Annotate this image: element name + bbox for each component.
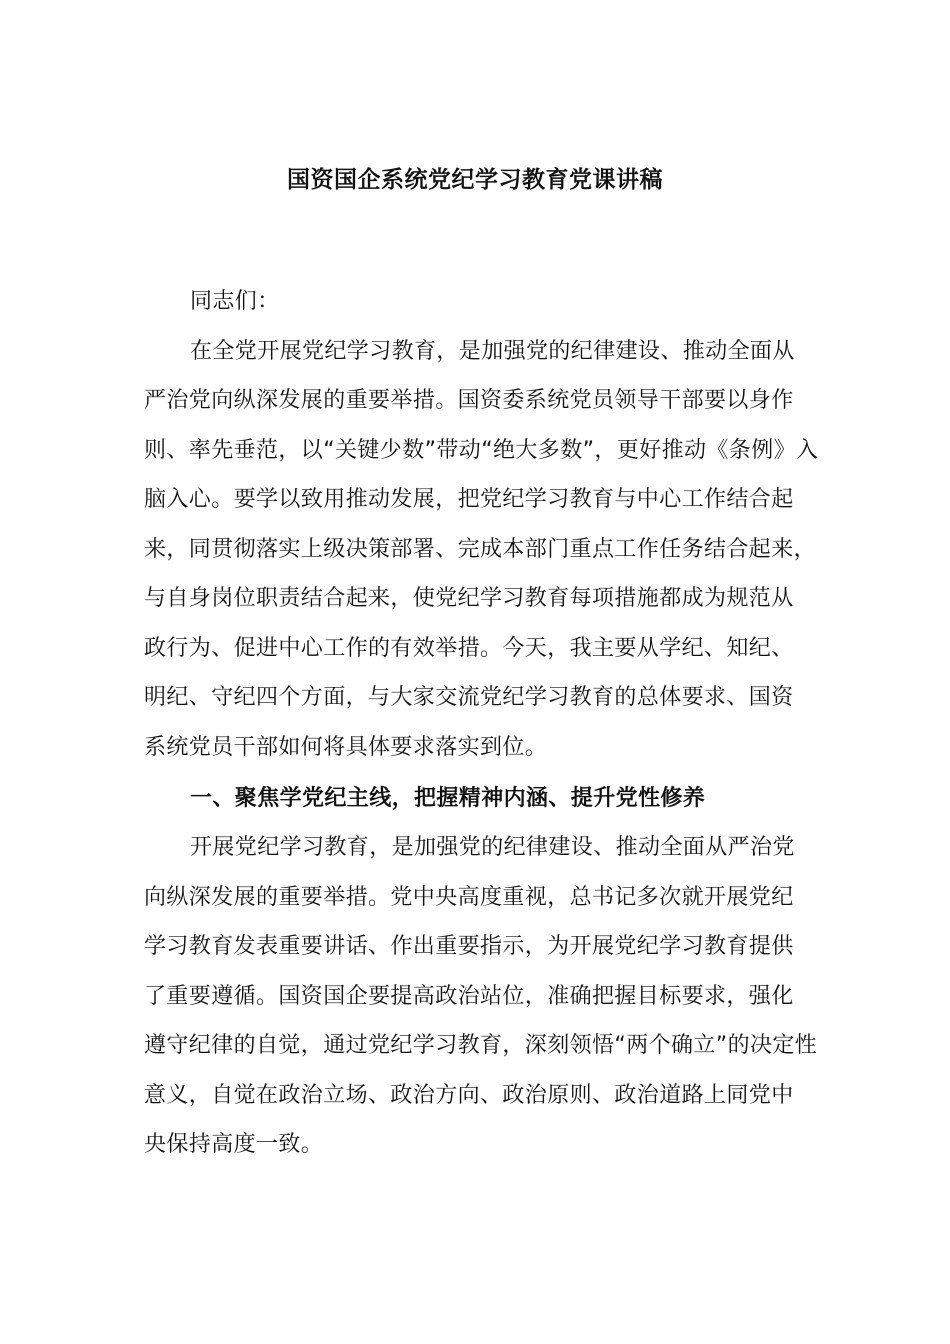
paragraph-1-line-1: 在全党开展党纪学习教育，是加强党的纪律建设、推动全面从 <box>190 339 795 364</box>
paragraph-1-line-6: 与自身岗位职责结合起来，使党纪学习教育每项措施都成为规范从 <box>144 586 794 611</box>
paragraph-2-line-5: 遵守纪律的自觉，通过党纪学习教育，深刻领悟“两个确立”的决定性 <box>144 1033 818 1058</box>
section-heading-1: 一、聚焦学党纪主线，把握精神内涵、提升党性修养 <box>190 786 706 811</box>
salutation: 同志们： <box>190 289 280 314</box>
paragraph-1-line-8: 明纪、守纪四个方面，与大家交流党纪学习教育的总体要求、国资 <box>144 685 794 710</box>
paragraph-2-line-6: 意义，自觉在政治立场、政治方向、政治原则、政治道路上同党中 <box>144 1083 794 1108</box>
paragraph-2-line-1: 开展党纪学习教育，是加强党的纪律建设、推动全面从严治党 <box>190 835 795 860</box>
paragraph-1-line-2: 严治党向纵深发展的重要举措。国资委系统党员领导干部要以身作 <box>144 388 794 413</box>
paragraph-2-line-2: 向纵深发展的重要举措。党中央高度重视，总书记多次就开展党纪 <box>144 885 794 910</box>
paragraph-1-line-9: 系统党员干部如何将具体要求落实到位。 <box>144 735 548 760</box>
paragraph-2-line-3: 学习教育发表重要讲话、作出重要指示，为开展党纪学习教育提供 <box>144 934 794 959</box>
paragraph-1-line-7: 政行为、促进中心工作的有效举措。今天，我主要从学纪、知纪、 <box>144 636 794 661</box>
document-title: 国资国企系统党纪学习教育党课讲稿 <box>287 167 663 193</box>
paragraph-1-line-5: 来，同贯彻落实上级决策部署、完成本部门重点工作任务结合起来， <box>144 537 817 562</box>
paragraph-2-line-4: 了重要遵循。国资国企要提高政治站位，准确把握目标要求，强化 <box>144 984 794 1009</box>
paragraph-1-line-3: 则、率先垂范，以“关键少数”带动“绝大多数”，更好推动《条例》入 <box>144 438 819 463</box>
paragraph-1-line-4: 脑入心。要学以致用推动发展，把党纪学习教育与中心工作结合起 <box>144 487 794 512</box>
paragraph-2-line-7: 央保持高度一致。 <box>144 1132 324 1157</box>
